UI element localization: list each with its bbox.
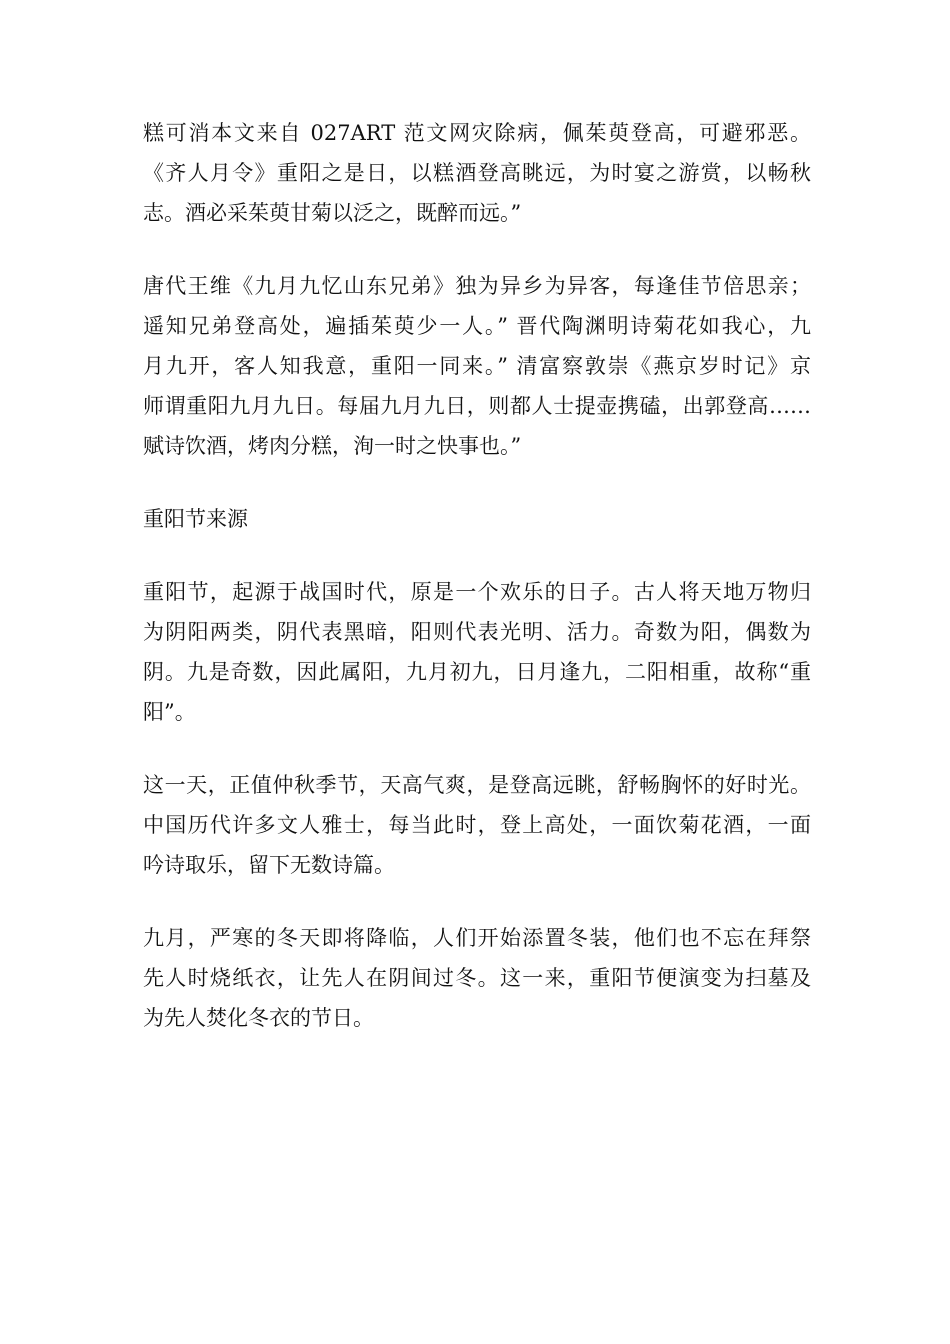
- text-line: 志。酒必采茱萸甘菊以泛之，既醉而远。”: [143, 201, 522, 225]
- text-line: 糕可消本文来自 027ART 范文网灾除病，佩茱萸登高，可避邪恶。: [143, 121, 811, 145]
- heading-text: 重阳节来源: [143, 507, 248, 531]
- section-heading: [143, 499, 811, 539]
- paragraph-2: [143, 266, 811, 466]
- text-line: 阴。九是奇数，因此属阳，九月初九，日月逢九，二阳相重，故称“重: [143, 660, 811, 684]
- text-line: 重阳节，起源于战国时代，原是一个欢乐的日子。古人将天地万物归: [143, 580, 811, 604]
- text-line: 这一天，正值仲秋季节，天高气爽，是登高远眺，舒畅胸怀的好时光。: [143, 773, 811, 797]
- text-line: 为阴阳两类，阴代表黑暗，阳则代表光明、活力。奇数为阳，偶数为: [143, 620, 811, 644]
- text-line: 遥知兄弟登高处，遍插茱萸少一人。” 晋代陶渊明诗菊花如我心，九: [143, 314, 811, 338]
- text-line: 月九开，客人知我意，重阳一同来。” 清富察敦崇《燕京岁时记》京: [143, 354, 811, 378]
- paragraph-1: [143, 113, 811, 233]
- text-line: 《齐人月令》重阳之是日，以糕酒登高眺远，为时宴之游赏，以畅秋: [143, 161, 811, 185]
- text-line: 师谓重阳九月九日。每届九月九日，则都人士提壶携磕，出郭登高……: [143, 394, 811, 418]
- text-line: 赋诗饮酒，烤肉分糕，洵一时之快事也。”: [143, 434, 522, 458]
- text-line: 九月，严寒的冬天即将降临，人们开始添置冬装，他们也不忘在拜祭: [143, 926, 811, 950]
- text-line: 唐代王维《九月九忆山东兄弟》独为异乡为异客，每逢佳节倍思亲；: [143, 274, 811, 298]
- paragraph-5: [143, 918, 811, 1038]
- document-page: [143, 113, 811, 1071]
- text-line: 中国历代许多文人雅士，每当此时，登上高处，一面饮菊花酒，一面: [143, 813, 811, 837]
- text-line: 先人时烧纸衣，让先人在阴间过冬。这一来，重阳节便演变为扫墓及: [143, 966, 811, 990]
- paragraph-3: [143, 572, 811, 732]
- text-line: 阳”。: [143, 700, 196, 724]
- text-line: 吟诗取乐，留下无数诗篇。: [143, 853, 395, 877]
- paragraph-4: [143, 765, 811, 885]
- text-line: 为先人焚化冬衣的节日。: [143, 1006, 374, 1030]
